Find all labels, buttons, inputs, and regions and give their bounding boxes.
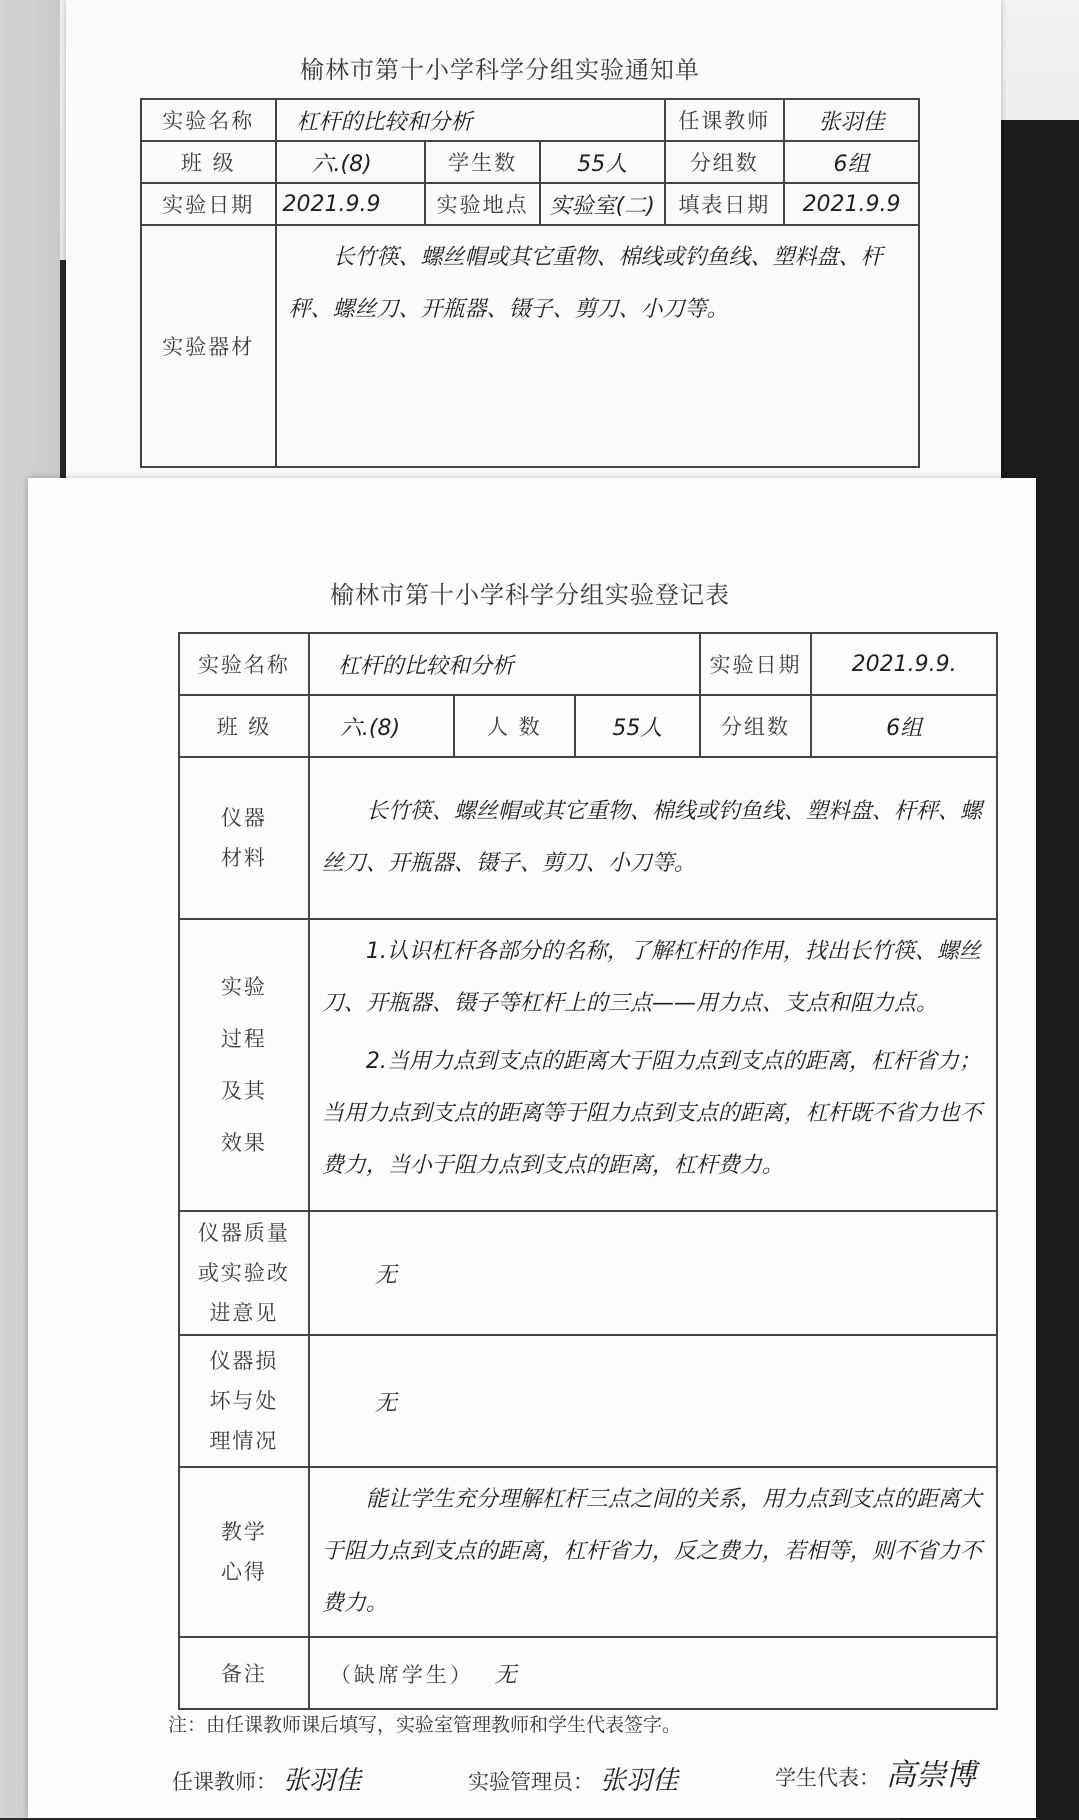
- register-title: 榆林市第十小学科学分组实验登记表: [330, 581, 730, 609]
- label-materials: 实验器材: [141, 225, 276, 467]
- reg-value-insight: 能让学生充分理解杠杆三点之间的关系，用力点到支点的距离大于阻力点到支点的距离，杠杆省力，反之费力，若相等，则不省力不费力。: [321, 1487, 982, 1616]
- value-location: 实验室(二): [540, 183, 665, 225]
- reg-label-damage: 仪器损坏与处理情况: [179, 1335, 309, 1467]
- signature-teacher: [172, 1760, 361, 1797]
- signature-teacher-label: 任课教师：: [172, 1770, 277, 1794]
- label-teacher: 任课教师: [665, 99, 785, 141]
- signature-admin-label: 实验管理员：: [468, 1770, 594, 1794]
- label-fill-date: 填表日期: [665, 183, 785, 225]
- signature-rep-name: 高崇博: [886, 1758, 976, 1793]
- value-name: 杠杆的比较和分析: [276, 99, 665, 141]
- value-materials: 长竹筷、螺丝帽或其它重物、棉线或钓鱼线、塑料盘、杆秤、螺丝刀、开瓶器、镊子、剪刀、小刀等。: [288, 245, 883, 322]
- reg-label-name: 实验名称: [179, 633, 309, 695]
- register-table: [178, 632, 998, 1710]
- signature-admin-name: 张羽佳: [600, 1766, 679, 1796]
- value-date: 2021.9.9: [276, 183, 426, 225]
- reg-label-process: 实验过程及其效果: [179, 919, 309, 1211]
- reg-value-process-2: 2.当用力点到支点的距离大于阻力点到支点的距离，杠杆省力；当用力点到支点的距离等于阻力点到支点的距离，杠杆既不省力也不费力，当小于阻力点到支点的距离，杠杆费力。: [321, 1049, 982, 1178]
- value-groups: 6组: [784, 141, 919, 183]
- label-name: 实验名称: [141, 99, 276, 141]
- reg-label-groups: 分组数: [700, 695, 812, 757]
- reg-label-class: 班 级: [179, 695, 309, 757]
- reg-label-students: 人 数: [454, 695, 576, 757]
- reg-label-absent: （缺席学生）: [329, 1662, 474, 1687]
- reg-value-class: 六.(8): [309, 695, 454, 757]
- value-fill-date: 2021.9.9: [784, 183, 919, 225]
- reg-value-date: 2021.9.9.: [811, 633, 997, 695]
- reg-value-name: 杠杆的比较和分析: [309, 633, 700, 695]
- label-students: 学生数: [425, 141, 540, 183]
- register-footnote: 注：由任课教师课后填写，实验室管理教师和学生代表签字。: [168, 1714, 682, 1736]
- reg-value-groups: 6组: [811, 695, 997, 757]
- notice-table: [140, 98, 920, 468]
- value-students: 55人: [540, 141, 665, 183]
- reg-label-remarks: 备注: [179, 1637, 309, 1709]
- reg-value-materials: 长竹筷、螺丝帽或其它重物、棉线或钓鱼线、塑料盘、杆秤、螺丝刀、开瓶器、镊子、剪刀、小刀等。: [321, 799, 982, 876]
- reg-value-process-1: 1.认识杠杆各部分的名称，了解杠杆的作用，找出长竹筷、螺丝刀、开瓶器、镊子等杠杆上的三点——用力点、支点和阻力点。: [321, 939, 981, 1016]
- value-teacher: 张羽佳: [784, 99, 919, 141]
- reg-value-absent: 无: [494, 1662, 517, 1688]
- signature-rep-label: 学生代表：: [775, 1766, 880, 1790]
- notice-title: 榆林市第十小学科学分组实验通知单: [300, 56, 700, 84]
- value-class: 六.(8): [276, 141, 426, 183]
- signature-admin: [468, 1760, 678, 1797]
- label-groups: 分组数: [665, 141, 785, 183]
- reg-value-damage: 无: [309, 1335, 997, 1467]
- label-location: 实验地点: [425, 183, 540, 225]
- reg-label-materials: 仪器材料: [179, 757, 309, 919]
- reg-label-date: 实验日期: [700, 633, 812, 695]
- reg-label-quality: 仪器质量或实验改进意见: [179, 1211, 309, 1335]
- reg-value-students: 55人: [575, 695, 700, 757]
- label-date: 实验日期: [141, 183, 276, 225]
- signature-rep: [775, 1750, 976, 1794]
- label-class: 班 级: [141, 141, 276, 183]
- signature-teacher-name: 张羽佳: [283, 1766, 362, 1796]
- reg-value-quality: 无: [309, 1211, 997, 1335]
- reg-label-insight: 教学心得: [179, 1467, 309, 1637]
